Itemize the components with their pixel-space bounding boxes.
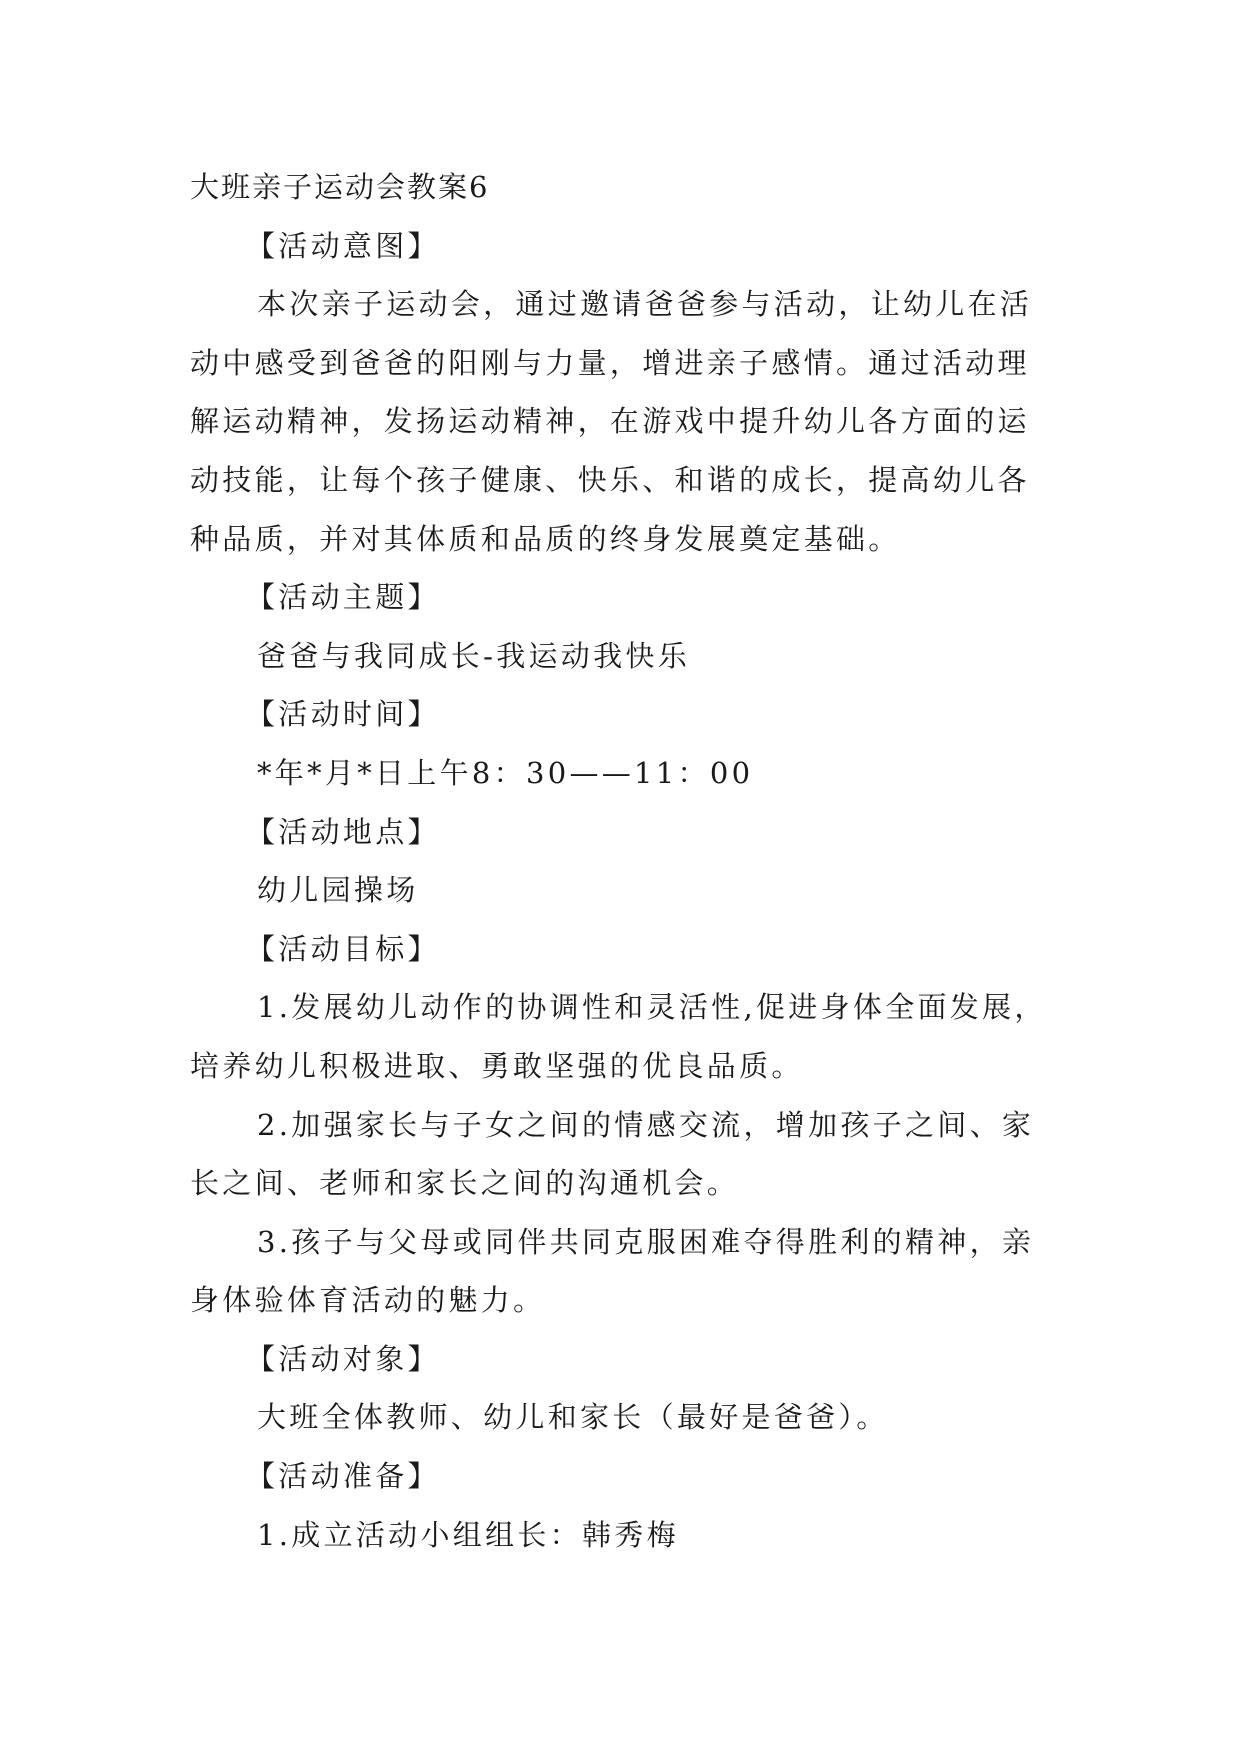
paragraph-line: 爸爸与我同成长-我运动我快乐 — [257, 638, 690, 673]
paragraph-line: 大班全体教师、幼儿和家长（最好是爸爸）。 — [257, 1400, 889, 1435]
paragraph-line: 培养幼儿积极进取、勇敢坚强的优良品质。 — [190, 1048, 804, 1083]
paragraph-line: 动技能，让每个孩子健康、快乐、和谐的成长，提高幼儿各 — [190, 462, 1030, 497]
paragraph-line: 身体验体育活动的魅力。 — [190, 1283, 546, 1318]
paragraph-line: 1.成立活动小组组长：韩秀梅 — [257, 1517, 679, 1552]
paragraph-line: 本次亲子运动会，通过邀请爸爸参与活动，让幼儿在活 — [257, 287, 1033, 322]
section-heading-preparation: 【活动准备】 — [246, 1459, 440, 1494]
paragraph-line: 1.发展幼儿动作的协调性和灵活性,促进身体全面发展， — [257, 990, 1047, 1025]
section-heading-intent: 【活动意图】 — [246, 228, 440, 263]
section-heading-location: 【活动地点】 — [246, 814, 440, 849]
section-heading-theme: 【活动主题】 — [246, 580, 440, 615]
document-page — [190, 158, 1050, 1564]
section-heading-time: 【活动时间】 — [246, 697, 440, 732]
paragraph-line: 长之间、老师和家长之间的沟通机会。 — [190, 1166, 740, 1201]
paragraph-line: 3.孩子与父母或同伴共同克服困难夺得胜利的精神，亲 — [257, 1224, 1035, 1259]
paragraph-line: 种品质，并对其体质和品质的终身发展奠定基础。 — [190, 521, 901, 556]
document-title: 大班亲子运动会教案6 — [190, 170, 490, 204]
section-heading-goals: 【活动目标】 — [246, 931, 440, 966]
paragraph-line: 2.加强家长与子女之间的情感交流，增加孩子之间、家 — [257, 1107, 1035, 1142]
section-heading-audience: 【活动对象】 — [246, 1341, 440, 1376]
paragraph-line: 幼儿园操场 — [257, 873, 419, 908]
paragraph-line: 动中感受到爸爸的阳刚与力量，增进亲子感情。通过活动理 — [190, 345, 1030, 380]
paragraph-line: 解运动精神，发扬运动精神，在游戏中提升幼儿各方面的运 — [190, 404, 1030, 439]
paragraph-line: *年*月*日上午8：30——11：00 — [257, 755, 754, 790]
